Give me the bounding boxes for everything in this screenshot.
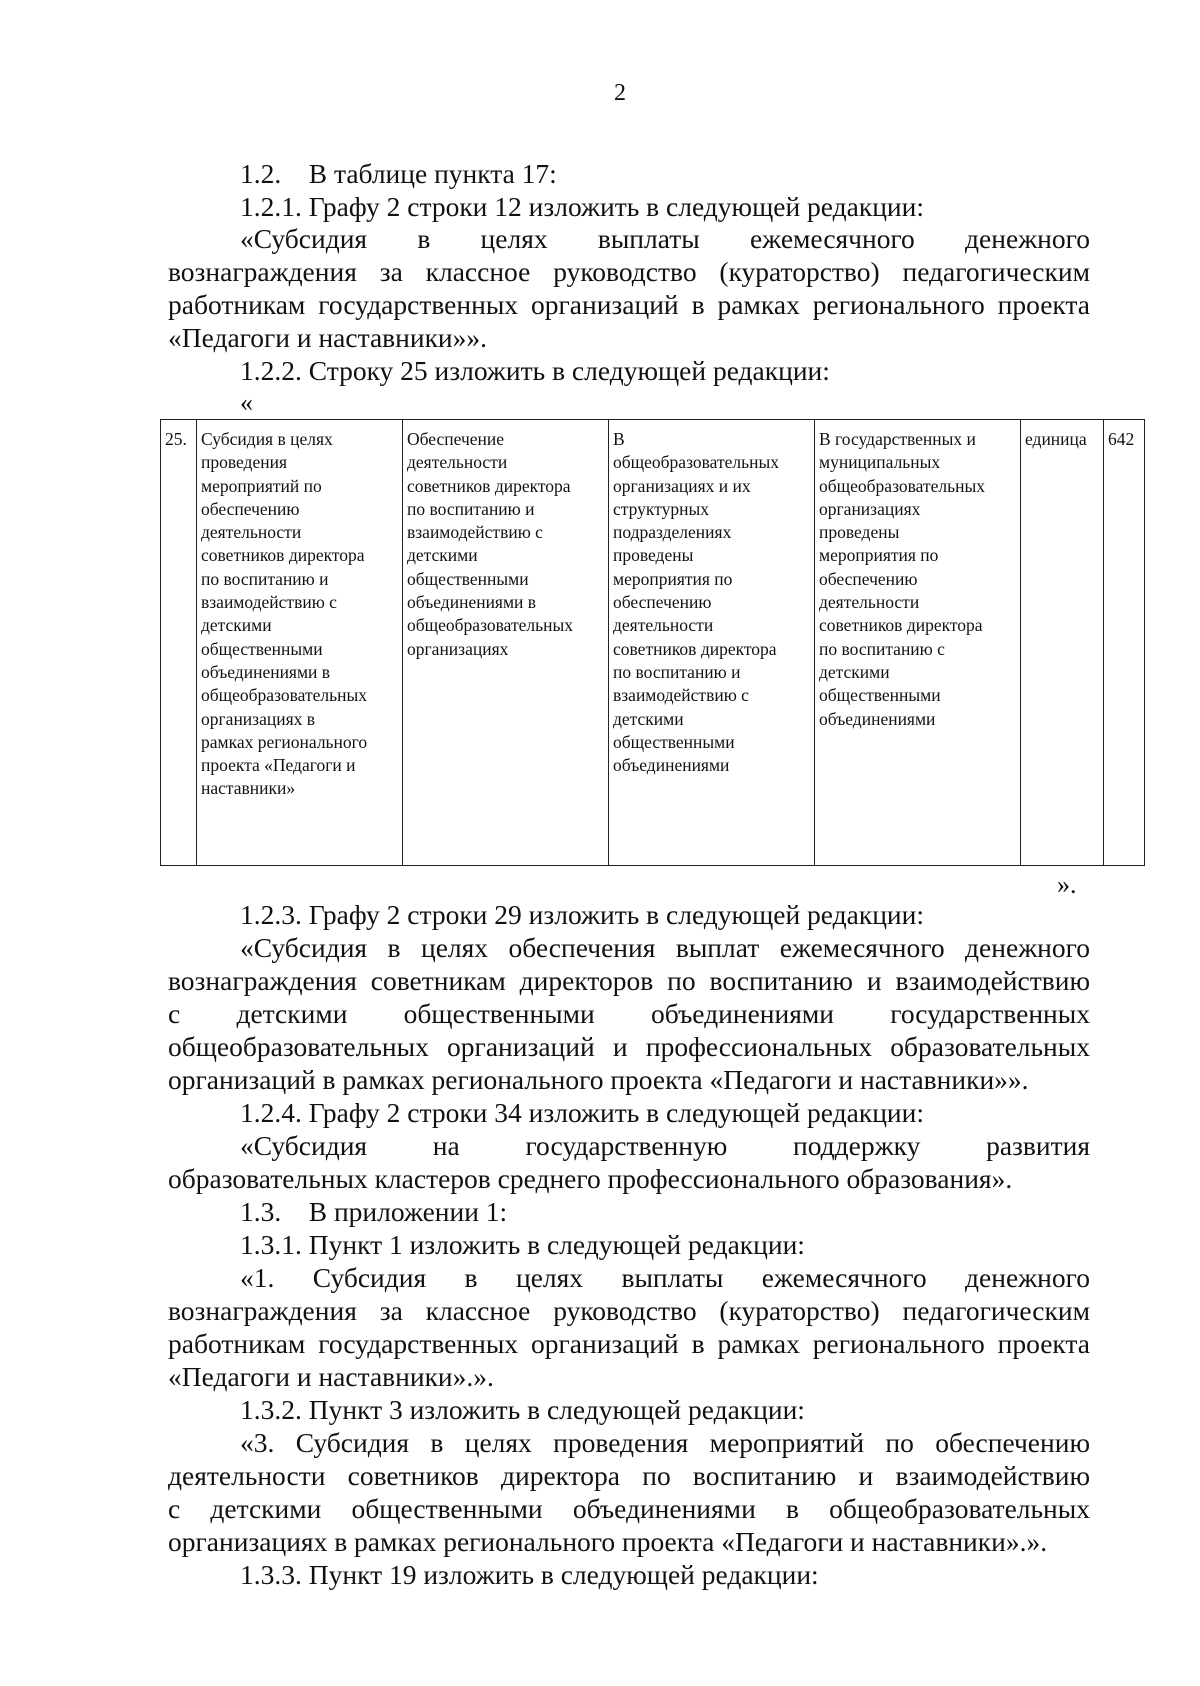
text-1-2-1-line: «Педагоги и наставники»».: [168, 322, 488, 353]
text-1-2-3-line: «Субсидия в целях обеспечения выплат ежемесячного денежного: [240, 932, 1090, 963]
item-1-3-2: 1.3.2. Пункт 3 изложить в следующей редакции:: [240, 1394, 805, 1425]
cell-result: В общеобразовательных организациях и их структурных подразделениях проведены мероприятия по обеспечению деятельности советников директора по воспитанию и взаимодействию с детскими общественными объединениями: [609, 420, 815, 866]
cell-okei-code: 642: [1104, 420, 1145, 866]
text-1-2-1-line: «Субсидия в целях выплаты ежемесячного денежного: [240, 223, 1090, 254]
item-1-2-1: 1.2.1. Графу 2 строки 12 изложить в следующей редакции:: [240, 191, 924, 222]
page-number: 2: [614, 80, 626, 106]
text-1-3-1-line: работникам государственных организаций в рамках регионального проекта: [168, 1328, 1090, 1359]
text-1-3-1-line: «Педагоги и наставники».».: [168, 1361, 494, 1392]
cell-subsidy-name: Субсидия в целях проведения мероприятий по обеспечению деятельности советников директора по воспитанию и взаимодействию с детскими общественными объединениями в общеобразовательных организациях в рамках регионального проекта «Педагоги и наставники»: [197, 420, 403, 866]
text-1-2-3-line: организаций в рамках регионального проекта «Педагоги и наставники»».: [168, 1064, 1029, 1095]
table-row: [161, 420, 1145, 866]
close-quote: ».: [1057, 870, 1077, 899]
text-1-3-2-line: организациях в рамках регионального проекта «Педагоги и наставники».».: [168, 1526, 1048, 1557]
text-1-2-3-line: с детскими общественными объединениями государственных: [168, 998, 1090, 1029]
cell-goal: Обеспечение деятельности советников директора по воспитанию и взаимодействию с детскими общественными объединениями в общеобразовательных организациях: [403, 420, 609, 866]
text-1-2-3-line: общеобразовательных организаций и профессиональных образовательных: [168, 1031, 1090, 1062]
item-1-2-4: 1.2.4. Графу 2 строки 34 изложить в следующей редакции:: [240, 1097, 924, 1128]
text-1-3-1-line: вознаграждения за классное руководство (кураторство) педагогическим: [168, 1295, 1090, 1326]
text-1-3-2-line: «3. Субсидия в целях проведения мероприятий по обеспечению: [240, 1427, 1090, 1458]
open-quote: «: [240, 388, 253, 417]
text-1-3-2-line: деятельности советников директора по воспитанию и взаимодействию: [168, 1460, 1090, 1491]
text-1-3-1-line: «1. Субсидия в целях выплаты ежемесячного денежного: [240, 1262, 1090, 1293]
item-1-3-3: 1.3.3. Пункт 19 изложить в следующей редакции:: [240, 1559, 819, 1590]
text-1-2-4-line: «Субсидия на государственную поддержку развития: [240, 1130, 1090, 1161]
heading-1-3: 1.3. В приложении 1:: [240, 1196, 508, 1227]
cell-indicator: В государственных и муниципальных общеобразовательных организациях проведены мероприятия по обеспечению деятельности советников директора по воспитанию с детскими общественными объединениями: [815, 420, 1021, 866]
text-1-2-3-line: вознаграждения советникам директоров по воспитанию и взаимодействию: [168, 965, 1090, 996]
item-1-2-2: 1.2.2. Строку 25 изложить в следующей редакции:: [240, 355, 830, 386]
item-1-3-1: 1.3.1. Пункт 1 изложить в следующей редакции:: [240, 1229, 805, 1260]
text-1-3-2-line: с детскими общественными объединениями в общеобразовательных: [168, 1493, 1090, 1524]
item-1-2-3: 1.2.3. Графу 2 строки 29 изложить в следующей редакции:: [240, 899, 924, 930]
text-1-2-1-line: работникам государственных организаций в рамках регионального проекта: [168, 289, 1090, 320]
text-1-2-4-line: образовательных кластеров среднего профессионального образования».: [168, 1163, 1013, 1194]
row-25-table: [160, 419, 1145, 866]
cell-unit: единица: [1021, 420, 1104, 866]
cell-row-number: 25.: [161, 420, 197, 866]
text-1-2-1-line: вознаграждения за классное руководство (кураторство) педагогическим: [168, 256, 1090, 287]
heading-1-2: 1.2. В таблице пункта 17:: [240, 158, 557, 189]
